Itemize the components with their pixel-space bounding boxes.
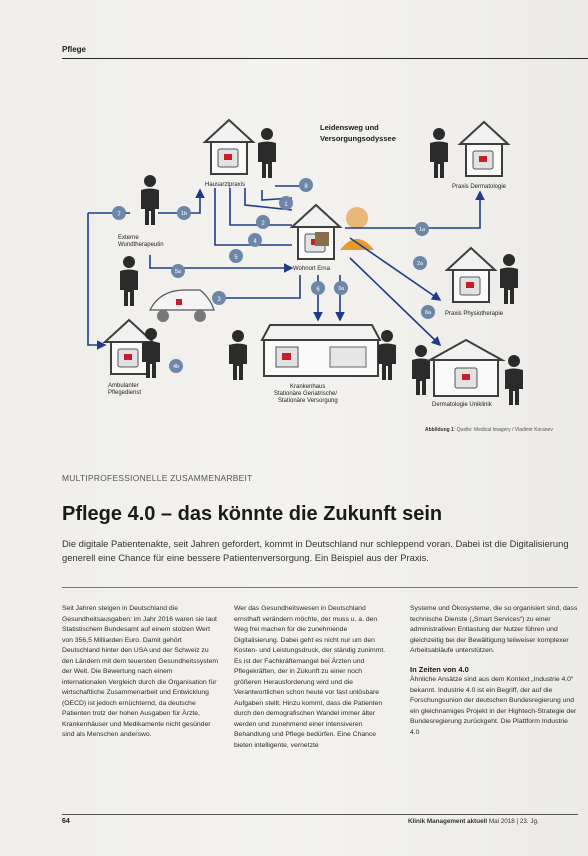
person-angehoeriger-icon [120,256,138,306]
label-ambulanter: Ambulanter [108,383,139,389]
label-geriatrische: Stationäre Geriatrische/ [274,391,338,397]
footer-credit [408,818,539,825]
label-praxis-dermatologie: Praxis Dermatologie [452,184,507,190]
column-3-paragraph-2: Ähnliche Ansätze sind aus dem Kontext „Industrie 4.0“ bekannt. Industrie 4.0 ist ein Begriff, der auf die Forschungsunion der deutschen Bundesregierung und ein gleichnamiges Projekt in der Hightech-Strategie der Bundesregierung zurückgeht. Die Plattform Industrie 4.0 [410,676,577,736]
article-kicker: MULTIPROFESSIONELLE ZUSAMMENARBEIT [62,473,253,483]
person-hausarzt-icon [258,128,276,178]
label-wohnort-erna: Wohnort Erna [293,266,330,272]
badge-1a [415,222,429,236]
svg-text:1: 1 [284,202,288,208]
care-journey-diagram [0,60,588,435]
person-arzt-krankenhaus-icon [229,330,247,380]
badge-4b [169,359,183,373]
page-number: 64 [62,818,70,825]
svg-text:1b: 1b [180,211,188,217]
nurse-head-icon [346,207,368,229]
footer-rule [62,814,578,815]
top-rule [62,58,588,59]
article-lead: Die digitale Patientenakte, seit Jahren gefordert, kommt in Deutschland nur schleppend voran. Dabei ist die Digitalisierung generell eine Chance für eine bessere Patientenversorgung. Ein Beispiel aus der Praxis. [62,538,569,563]
transport-car-icon [150,290,214,322]
badge-1b [177,206,191,220]
badge-3 [212,291,226,305]
caption-source: : Quelle: Medical Imagery / Vladimir Koranev [453,427,553,433]
house-dermatologie-icon [460,122,508,176]
house-uniklinik-icon [430,340,502,396]
svg-text:4b: 4b [172,364,180,370]
person-wundtherapeutin-icon [141,175,159,225]
column-3-paragraph-1: Systeme und Ökosysteme, die so organisiert sind, dass technische Dienste („Smart Services“) zu einer administrativen Entlastung der Nutzer führen und gleichzeitig bei der Bewältigung teilweiser komplexer Arbeitsabläufe unterstützen. [410,605,578,654]
badge-5 [229,249,243,263]
person-pfleger-krankenhaus-icon [378,330,396,380]
caption-label: Abbildung 1 [425,427,454,433]
label-wundtherapeutin: Wundtherapeutin [118,242,164,248]
label-pflegedienst: Pflegedienst [108,390,142,396]
label-dermatologie-uniklinik: Dermatologie Uniklinik [432,402,492,408]
badge-2a [413,256,427,270]
article-headline: Pflege 4.0 – das könnte die Zukunft sein [62,503,443,525]
label-externe: Externe [118,235,139,241]
svg-text:1a: 1a [418,227,426,233]
magazine-name: Klinik Management aktuell [408,818,488,825]
house-physiotherapie-icon [447,248,495,302]
patient-erna-icon [315,232,329,246]
label-praxis-physiotherapie: Praxis Physiotherapie [445,311,504,317]
svg-text:2a: 2a [416,261,424,267]
label-krankenhaus: Krankenhaus [290,384,326,390]
article-column-3 [410,604,578,738]
svg-text:5: 5 [234,255,238,261]
article-column-1: Seit Jahren steigen in Deutschland die Gesundheitsausgaben: im Jahr 2016 waren sie laut Statistischem Bundesamt auf einem stolzen Wert von 356,5 Milliarden Euro. Damit gehört Deutschland hinter den USA und der Schweiz zu den Ländern mit dem teuersten Gesundheitssystem der Welt. Die Bewertung nach einem internationalen Vergleich durch die Organisation für wirtschaftliche Zusammenarbeit und Entwicklung (OECD) ist jedoch ernüchternd, da deutsche Patienten trotz der hohen Ausgaben für Ärzte, Krankenhäuser und Medikamente nicht gesünder sind als Menschen anderswo. [62,605,219,738]
svg-text:8: 8 [304,184,308,190]
badge-7 [112,206,126,220]
badge-5a [171,264,185,278]
person-physiotherapeut-icon [500,254,518,304]
nurse-body-icon [340,239,374,250]
person-derm-arzt-icon [505,355,523,405]
person-dermatologe-icon [430,128,448,178]
diagram-title-line1: Leidensweg und [320,123,379,132]
column-3-subheading: In Zeiten von 4.0 [410,664,469,674]
svg-text:6a: 6a [424,310,432,316]
hospital-building-icon [262,325,380,376]
badge-6 [311,281,325,295]
diagram-title-line2: Versorgungsodyssee [320,134,396,143]
badge-8 [299,178,313,192]
svg-text:2: 2 [261,221,265,227]
figure-caption [425,427,553,433]
svg-text:5a: 5a [174,269,182,275]
badge-3a [334,281,348,295]
article-column-2: Wer das Gesundheitswesen in Deutschland ernsthaft verändern möchte, der muss u. a. den Weg frei machen für die zunehmende Digitalisierung. Dabei geht es nicht nur um den Kosten- und Leistungsdruck, der ständig zunimmt. Es ist der Fachkräftemangel bei Ärzten und Pflegekräften, der in Zukunft zu einer noch größeren Herausforderung wird und die Verantwortlichen schon heute vor fast unlösbare Aufgaben stellt. Hinzu kommt, dass die Patienten durch den demografischen Wandel immer älter werden und zunehmend einer intensiveren Behandlung und Pflege bedürfen. Eine Chance bieten intelligente, vernetzte [234,605,386,749]
badge-6a [421,305,435,319]
svg-text:4: 4 [253,239,257,245]
label-stationaere: Stationäre Versorgung [278,398,338,404]
person-uniklinik-icon [412,345,430,395]
badge-4 [248,233,262,247]
lead-divider [62,587,578,588]
section-label: Pflege [62,45,87,54]
svg-text:3a: 3a [337,286,345,292]
house-hausarztpraxis-icon [205,120,253,174]
svg-text:7: 7 [117,212,121,218]
issue-info: Mai 2018 | 23. Jg. [487,818,539,825]
badge-2 [256,215,270,229]
label-hausarztpraxis: Hausarztpraxis [205,182,246,188]
svg-text:3: 3 [217,297,221,303]
svg-text:6: 6 [316,287,320,293]
badge-1 [279,196,293,210]
